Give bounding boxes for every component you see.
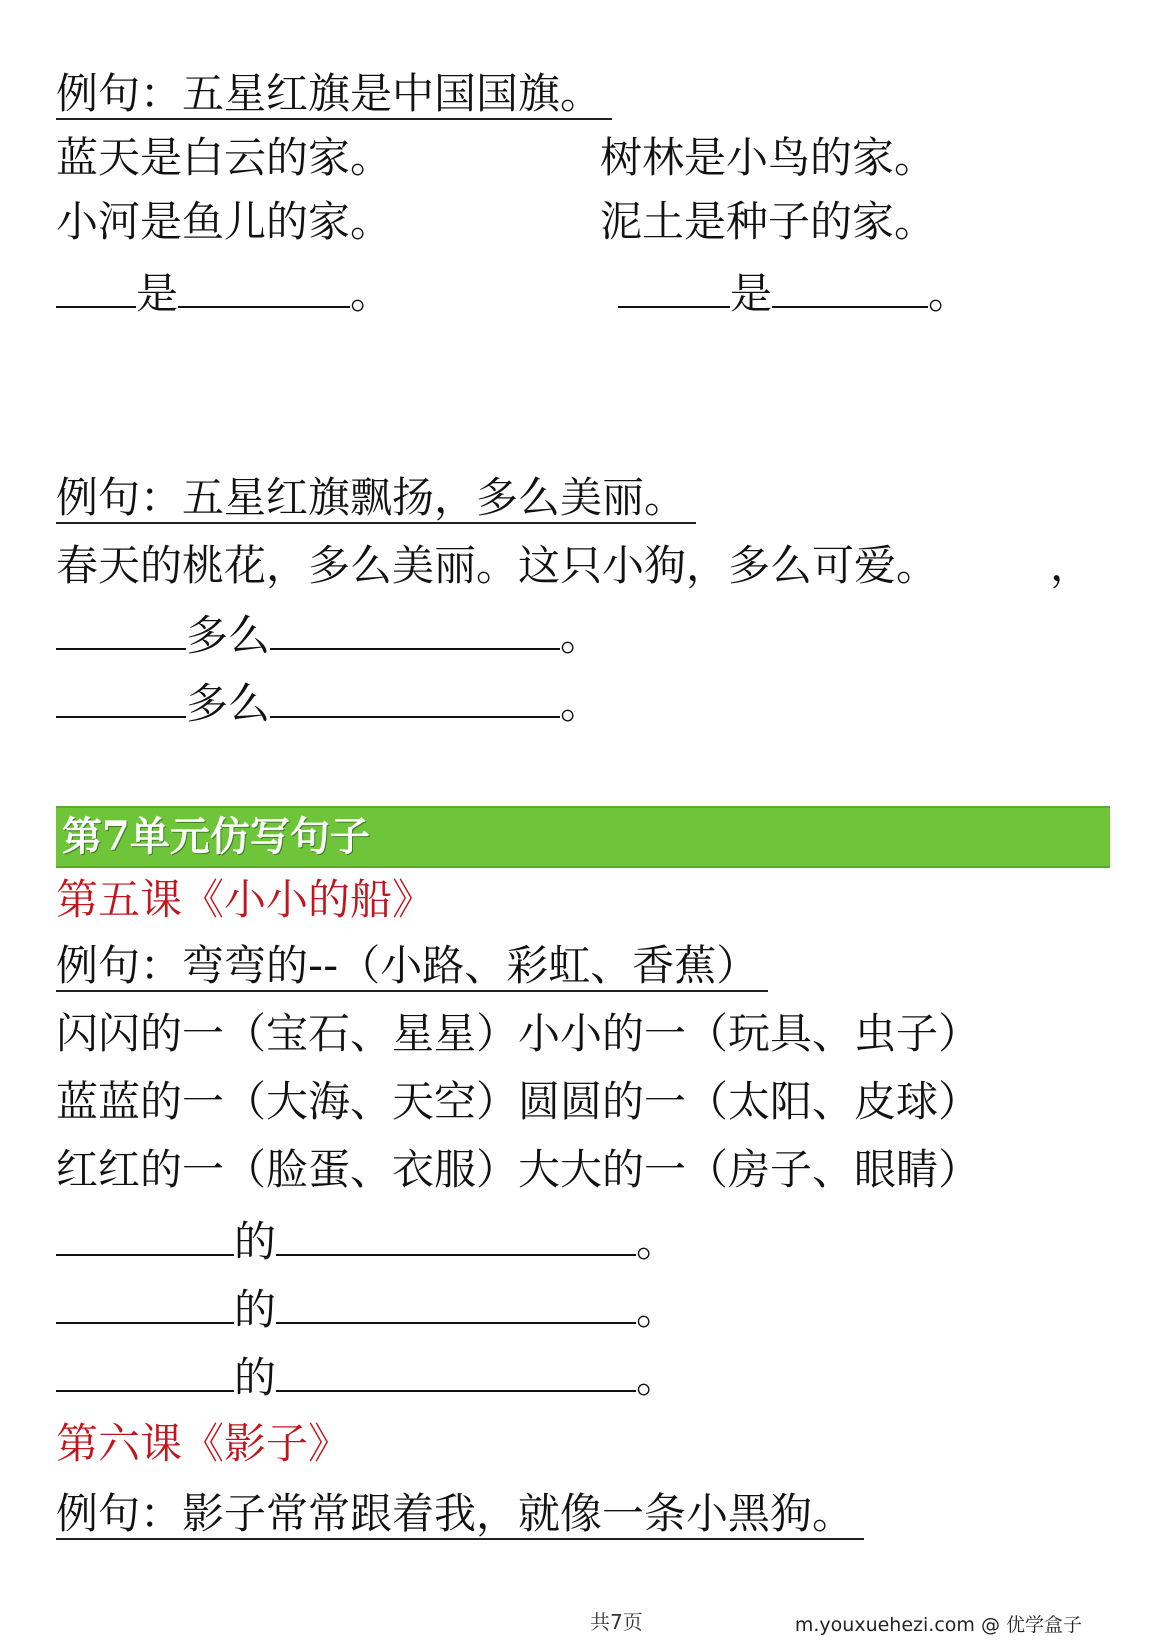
unit-banner [56,806,1110,868]
fill-in-row: 多么 。 [56,676,602,730]
word-row: 红红的一（脸蛋、衣服）大大的一（房子、眼睛） [56,1145,981,1194]
word-row: 蓝蓝的一（大海、天空）圆圆的一（太阳、皮球） [56,1077,981,1126]
fill-in-row: 的 。 [56,1214,678,1268]
fill-in-row: 的 。 [56,1282,678,1336]
sample-sentence: 春天的桃花，多么美丽。这只小狗，多么可爱。 [56,541,939,590]
sample-sentence: 小河是鱼儿的家。 [56,197,393,246]
blank-field[interactable] [276,1350,636,1392]
page-info: 共7页 [590,1610,643,1634]
unit-banner-title: 第7单元仿写句子 [62,813,370,860]
blank-field[interactable] [772,266,928,308]
blank-field[interactable] [56,1214,234,1256]
lesson-title: 第六课《影子》 [56,1419,351,1468]
fill-in-row: 的 。 [56,1350,678,1404]
blank-field[interactable] [56,1350,234,1392]
sample-sentence: 树林是小鸟的家。 [600,133,937,182]
sample-sentence: 泥土是种子的家。 [600,197,937,246]
example-sentence-3: 例句：弯弯的--（小路、彩虹、香蕉） [56,940,768,992]
lesson-title: 第五课《小小的船》 [56,875,435,924]
stray-mark: ， [1050,541,1093,590]
fill-in-row: 多么 。 [56,608,602,662]
fill-in-row: 是 。 [618,266,970,320]
blank-field[interactable] [56,676,186,718]
blank-field[interactable] [276,1282,636,1324]
blank-field[interactable] [178,266,350,308]
blank-field[interactable] [56,608,186,650]
blank-field[interactable] [56,266,136,308]
blank-field[interactable] [618,266,730,308]
blank-field[interactable] [270,608,560,650]
site-watermark: m.youxuehezi.com @ 优学盒子 [794,1614,1082,1636]
example-sentence-4: 例句：影子常常跟着我，就像一条小黑狗。 [56,1488,864,1540]
blank-field[interactable] [56,1282,234,1324]
example-sentence-1: 例句：五星红旗是中国国旗。 [56,68,612,120]
word-row: 闪闪的一（宝石、星星）小小的一（玩具、虫子） [56,1009,981,1058]
blank-field[interactable] [270,676,560,718]
example-sentence-2: 例句：五星红旗飘扬，多么美丽。 [56,472,696,524]
sample-sentence: 蓝天是白云的家。 [56,133,393,182]
blank-field[interactable] [276,1214,636,1256]
fill-in-row: 是 。 [56,266,392,320]
